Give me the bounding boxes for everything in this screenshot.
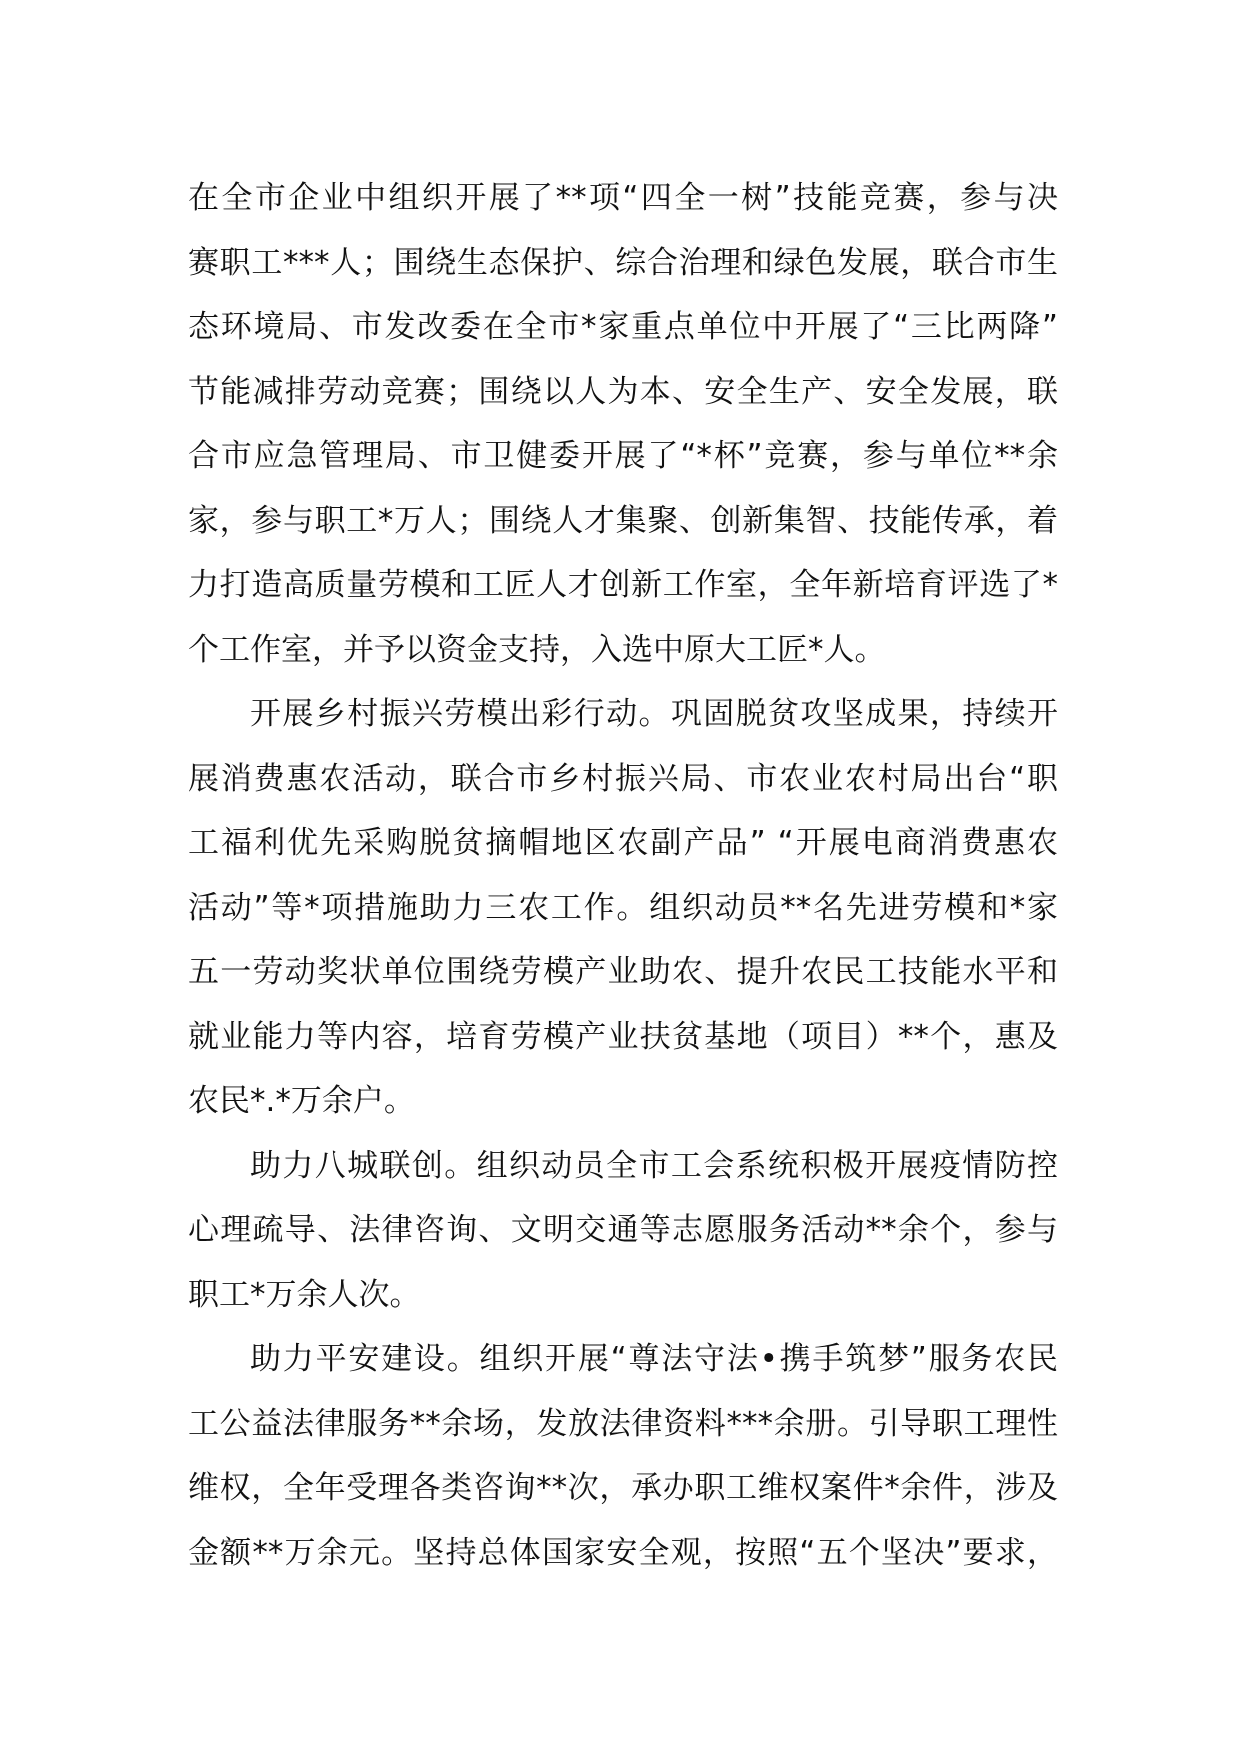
text-line: 农民*.*万余户。	[188, 1083, 415, 1119]
text-line: 就业能力等内容，培育劳模产业扶贫基地（项目）**个，惠及	[188, 1018, 1058, 1055]
text-line: 工福利优先采购脱贫摘帽地区农副产品” “开展电商消费惠农	[188, 825, 1058, 861]
text-line: 五一劳动奖状单位围绕劳模产业助农、提升农民工技能水平和	[188, 954, 1058, 990]
text-line: 展消费惠农活动，联合市乡村振兴局、市农业农村局出台“职	[188, 760, 1058, 797]
text-line: 赛职工***人；围绕生态保护、综合治理和绿色发展，联合市生	[188, 244, 1058, 281]
text-line: 节能减排劳动竞赛；围绕以人为本、安全生产、安全发展，联	[188, 373, 1058, 410]
text-line: 个工作室，并予以资金支持，入选中原大工匠*人。	[188, 631, 886, 668]
text-line: 活动”等*项措施助力三农工作。组织动员**名先进劳模和*家	[188, 889, 1058, 926]
paragraph-start-line: 助力八城联创。组织动员全市工会系统积极开展疫情防控	[250, 1147, 1058, 1184]
text-line: 工公益法律服务**余场，发放法律资料***余册。引导职工理性	[188, 1405, 1058, 1442]
text-line: 在全市企业中组织开展了**项“四全一树”技能竞赛，参与决	[188, 180, 1058, 216]
paragraph-start-line: 开展乡村振兴劳模出彩行动。巩固脱贫攻坚成果，持续开	[250, 696, 1058, 732]
text-line: 家，参与职工*万人；围绕人才集聚、创新集智、技能传承，着	[188, 502, 1058, 539]
paragraph-start-line: 助力平安建设。组织开展“尊法守法•携手筑梦”服务农民	[250, 1341, 1058, 1377]
text-line: 职工*万余人次。	[188, 1276, 421, 1313]
text-line: 态环境局、市发改委在全市*家重点单位中开展了“三比两降”	[188, 309, 1058, 345]
body-text	[188, 166, 1058, 1585]
text-line: 合市应急管理局、市卫健委开展了“*杯”竞赛，参与单位**余	[188, 438, 1058, 474]
text-line: 维权，全年受理各类咨询**次，承办职工维权案件*余件，涉及	[188, 1470, 1058, 1506]
text-line: 心理疏导、法律咨询、文明交通等志愿服务活动**余个，参与	[188, 1212, 1058, 1248]
text-line: 力打造高质量劳模和工匠人才创新工作室，全年新培育评选了*	[188, 567, 1058, 603]
text-line: 金额**万余元。坚持总体国家安全观，按照“五个坚决”要求，	[188, 1534, 1058, 1571]
